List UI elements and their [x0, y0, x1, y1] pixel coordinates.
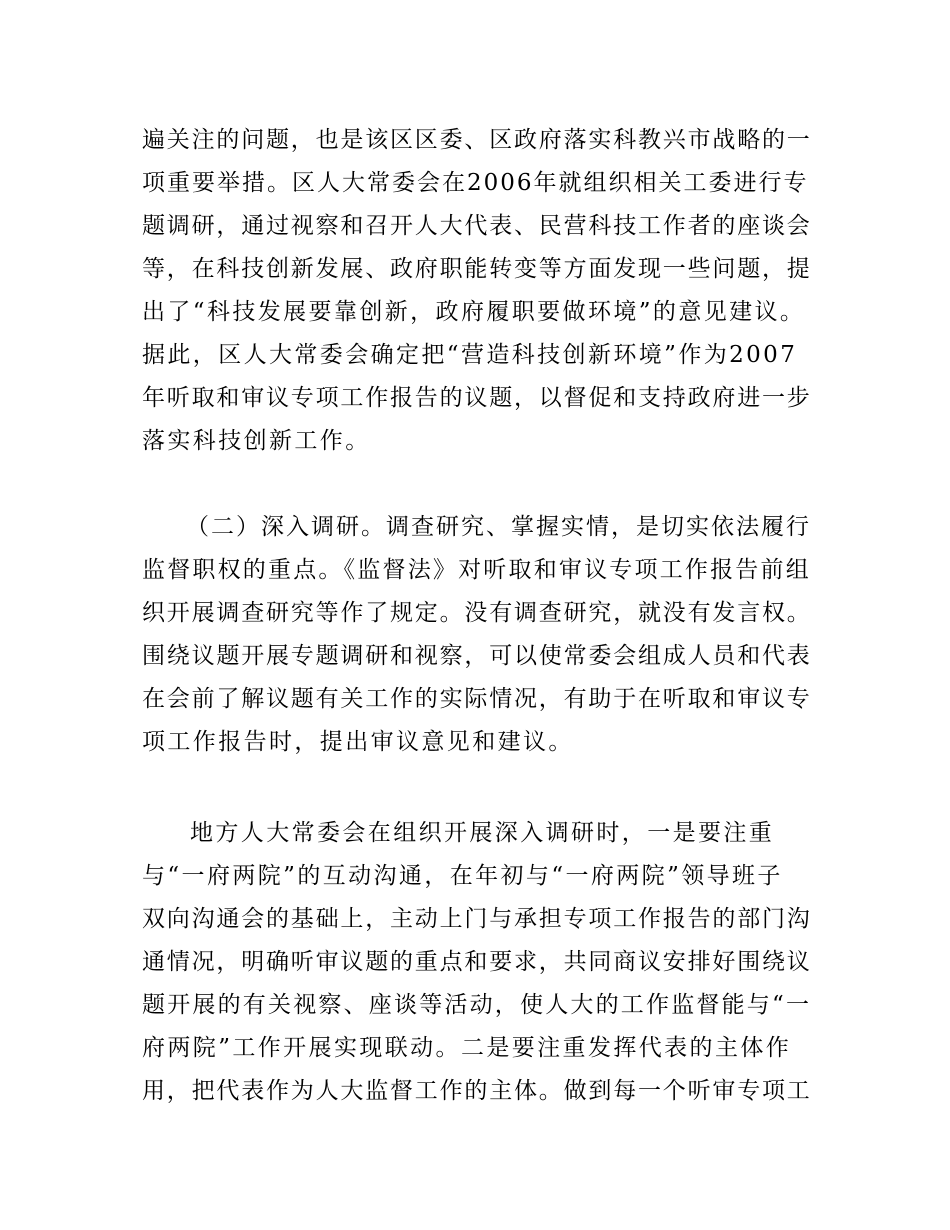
paragraph-2-line-1: （二）深入调研。调查研究、掌握实情，是切实依法履行	[186, 514, 811, 540]
paragraph-2-line-3: 织开展调查研究等作了规定。没有调查研究，就没有发言权。	[142, 600, 812, 626]
paragraph-1-line-1: 遍关注的问题，也是该区区委、区政府落实科教兴市战略的一	[142, 127, 812, 153]
paragraph-3-line-1: 地方人大常委会在组织开展深入调研时，一是要注重	[190, 820, 775, 846]
paragraph-2-line-6: 项工作报告时，提出审议意见和建议。	[142, 729, 574, 755]
paragraph-2-line-2: 监督职权的重点。《监督法》对听取和审议专项工作报告前组	[142, 557, 811, 583]
paragraph-3-line-5: 题开展的有关视察、座谈等活动，使人大的工作监督能与“一	[142, 992, 812, 1018]
paragraph-3-line-4: 通情况，明确听审议题的重点和要求，共同商议安排好围绕议	[142, 949, 812, 975]
paragraph-2-line-5: 在会前了解议题有关工作的实际情况，有助于在听取和审议专	[142, 686, 812, 712]
paragraph-1-line-7: 年听取和审议专项工作报告的议题，以督促和支持政府进一步	[142, 385, 812, 411]
paragraph-3-line-2: 与“一府两院”的互动沟通，在年初与“一府两院”领导班子	[142, 863, 783, 889]
paragraph-3-line-6: 府两院”工作开展实现联动。二是要注重发挥代表的主体作	[142, 1035, 792, 1061]
paragraph-1-line-5: 出了“科技发展要靠创新，政府履职要做环境”的意见建议。	[142, 299, 806, 325]
paragraph-3-line-3: 双向沟通会的基础上，主动上门与承担专项工作报告的部门沟	[142, 906, 812, 932]
paragraph-1-line-8: 落实科技创新工作。	[142, 428, 371, 454]
paragraph-2-line-4: 围绕议题开展专题调研和视察，可以使常委会组成人员和代表	[142, 643, 812, 669]
paragraph-1-line-2: 项重要举措。区人大常委会在2006年就组织相关工委进行专	[142, 170, 809, 196]
paragraph-3-line-7: 用，把代表作为人大监督工作的主体。做到每一个听审专项工	[142, 1078, 812, 1104]
paragraph-1-line-4: 等，在科技创新发展、政府职能转变等方面发现一些问题，提	[142, 256, 812, 282]
paragraph-1-line-6: 据此，区人大常委会确定把“营造科技创新环境”作为2007	[142, 342, 798, 368]
paragraph-1-line-3: 题调研，通过视察和召开人大代表、民营科技工作者的座谈会	[142, 213, 812, 239]
